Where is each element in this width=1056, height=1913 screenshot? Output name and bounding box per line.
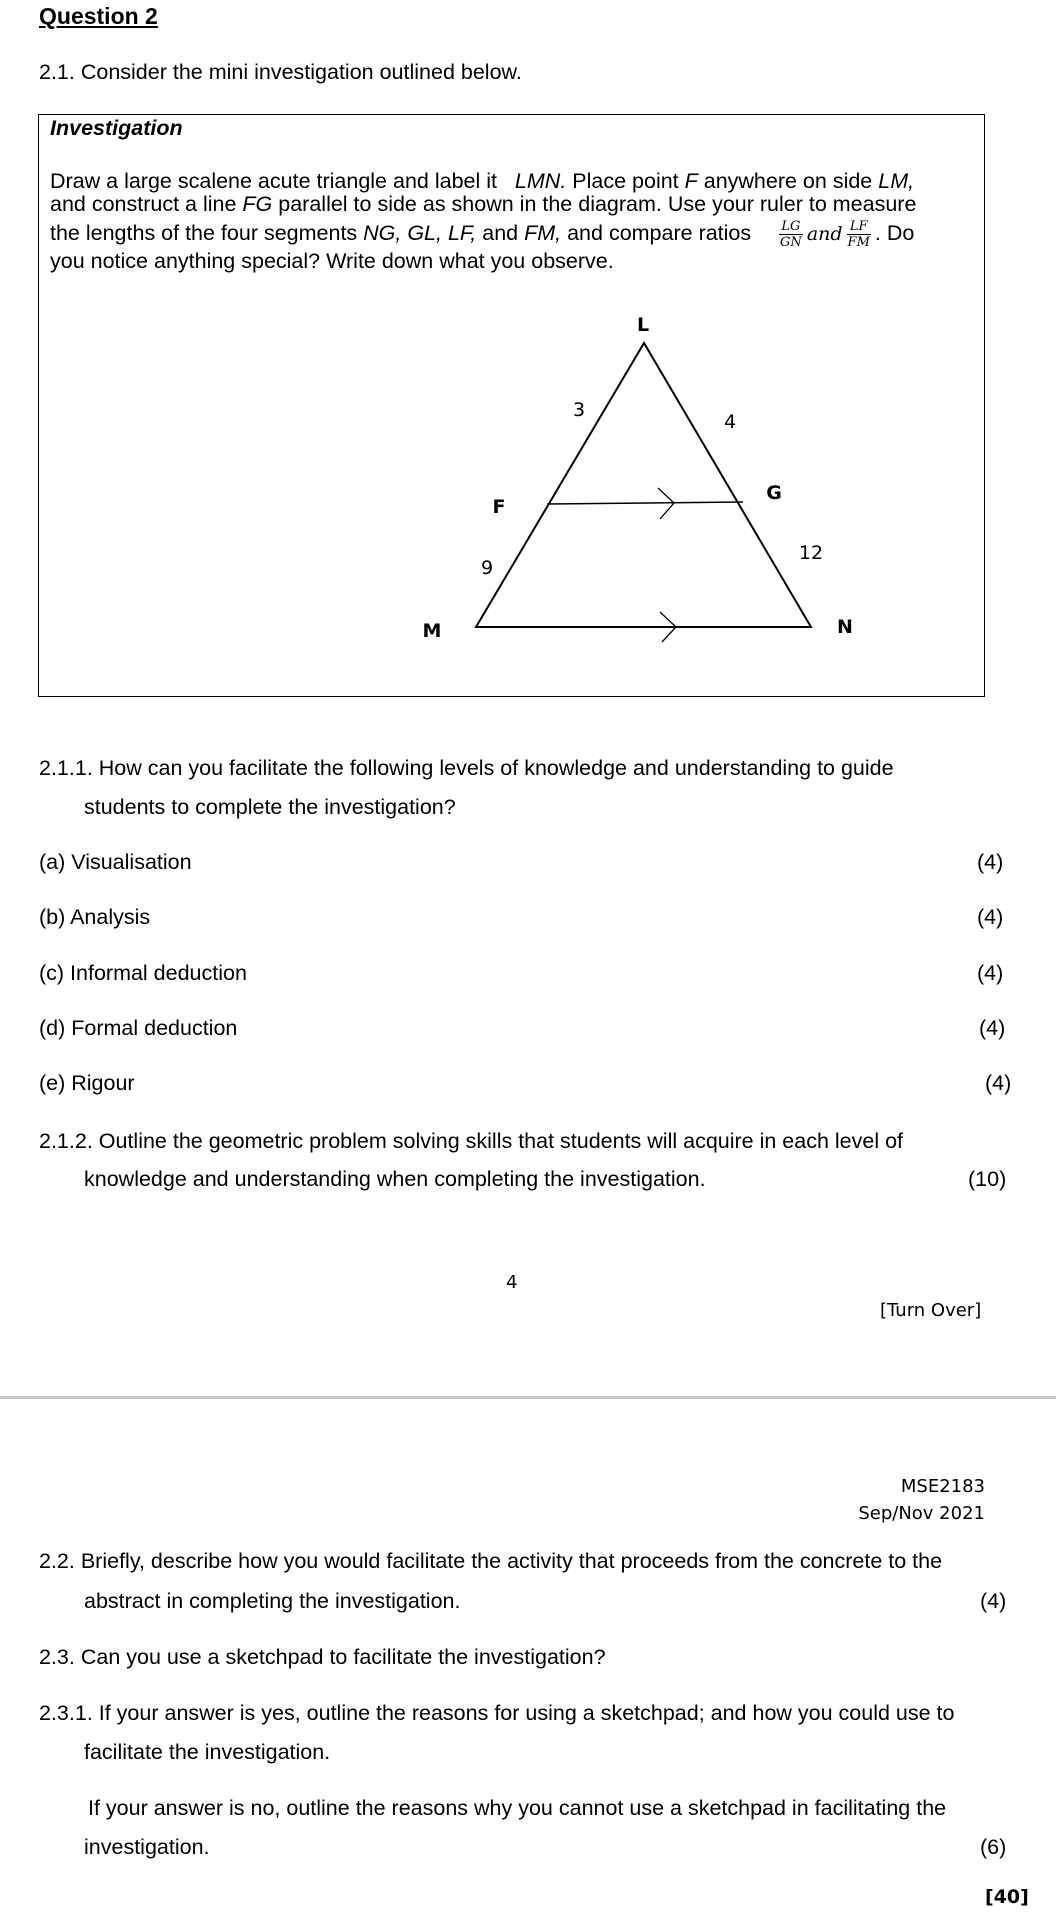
question-2-1-2-line2: knowledge and understanding when completing the investigation.: [84, 1167, 706, 1191]
level-marks-informal-deduction: (4): [977, 961, 1004, 985]
question-2-2-line1: 2.2. Briefly, describe how you would facilitate the activity that proceeds from the concrete to the: [39, 1549, 943, 1573]
triangle-diagram: [0, 0, 1056, 720]
ratio-lg-gn: $\frac{LG}{GN}$: [780, 218, 802, 250]
level-item-rigour: (e) Rigour: [39, 1071, 135, 1095]
instr-text: and construct a line: [50, 192, 243, 216]
question-2-1-2-marks: (10): [968, 1167, 1007, 1191]
exam-date: Sep/Nov 2021: [858, 1503, 985, 1524]
length-lf: 3: [572, 399, 586, 421]
question-2-2-marks: (4): [980, 1589, 1007, 1613]
segment-fg: [547, 502, 743, 504]
length-fm: 9: [480, 557, 494, 579]
question-2-3-1-line2: facilitate the investigation.: [84, 1740, 331, 1764]
total-marks: [40]: [985, 1886, 1029, 1908]
level-item-visualisation: (a) Visualisation: [39, 850, 192, 874]
ratio-lf-fm: $\frac{LF}{FM}$: [847, 218, 870, 250]
instr-text: Draw a large scalene acute triangle and label it: [50, 169, 497, 193]
label-g: G: [766, 482, 782, 504]
level-item-analysis: (b) Analysis: [39, 905, 151, 929]
question-2-3: 2.3. Can you use a sketchpad to facilitate the investigation?: [39, 1645, 606, 1669]
question-2-1-1-line2: students to complete the investigation?: [84, 795, 456, 819]
level-item-informal-deduction: (c) Informal deduction: [39, 961, 247, 985]
instr-text: anywhere on side: [697, 169, 879, 193]
investigation-title: Investigation: [50, 116, 183, 140]
turn-over: [Turn Over]: [880, 1300, 982, 1321]
label-n: N: [837, 616, 853, 638]
instr-text: the lengths of the four segments: [50, 221, 364, 245]
instr-italic: FG: [242, 192, 273, 216]
course-code: MSE2183: [900, 1476, 985, 1497]
question-2-3-1-line1: 2.3.1. If your answer is yes, outline the reasons for using a sketchpad; and how you could use to: [39, 1701, 955, 1725]
page-separator: [0, 1396, 1056, 1399]
question-title: Question 2: [39, 3, 158, 29]
instr-italic: LMN.: [514, 169, 567, 193]
question-2-1: 2.1. Consider the mini investigation outlined below.: [39, 60, 522, 84]
label-f: F: [492, 496, 506, 518]
page-number: 4: [506, 1272, 518, 1293]
instr-italic: NG, GL, LF,: [363, 221, 477, 245]
level-marks-rigour: (4): [985, 1071, 1012, 1095]
ratio-and: and: [806, 223, 843, 245]
question-2-1-1-line1: 2.1.1. How can you facilitate the following levels of knowledge and understanding to guide: [39, 756, 894, 780]
triangle-lmn: [476, 343, 811, 627]
level-marks-visualisation: (4): [977, 850, 1004, 874]
length-lg: 4: [723, 411, 737, 433]
instr-text: parallel to side as shown in the diagram. Use your ruler to measure: [272, 192, 917, 216]
question-2-3-1-line4: investigation.: [84, 1835, 210, 1859]
instr-text: and: [476, 221, 525, 245]
length-gn: 12: [798, 542, 824, 564]
question-2-3-1-line3: If your answer is no, outline the reasons why you cannot use a sketchpad in facilitating the: [88, 1796, 947, 1820]
instr-italic: LM,: [878, 169, 915, 193]
question-2-3-1-marks: (6): [980, 1835, 1007, 1859]
level-marks-formal-deduction: (4): [979, 1016, 1006, 1040]
level-item-formal-deduction: (d) Formal deduction: [39, 1016, 238, 1040]
instr-text: you notice anything special? Write down what you observe.: [50, 249, 614, 273]
label-m: M: [422, 620, 442, 642]
question-2-2-line2: abstract in completing the investigation.: [84, 1589, 461, 1613]
instr-text: and compare ratios: [561, 221, 752, 245]
level-marks-analysis: (4): [977, 905, 1004, 929]
question-2-1-2-line1: 2.1.2. Outline the geometric problem solving skills that students will acquire in each level of: [39, 1129, 904, 1153]
label-l: L: [636, 314, 650, 336]
instr-text: Place point: [566, 169, 685, 193]
instr-italic: F: [684, 169, 698, 193]
instr-text: . Do: [874, 221, 915, 245]
instr-italic: FM,: [524, 221, 562, 245]
